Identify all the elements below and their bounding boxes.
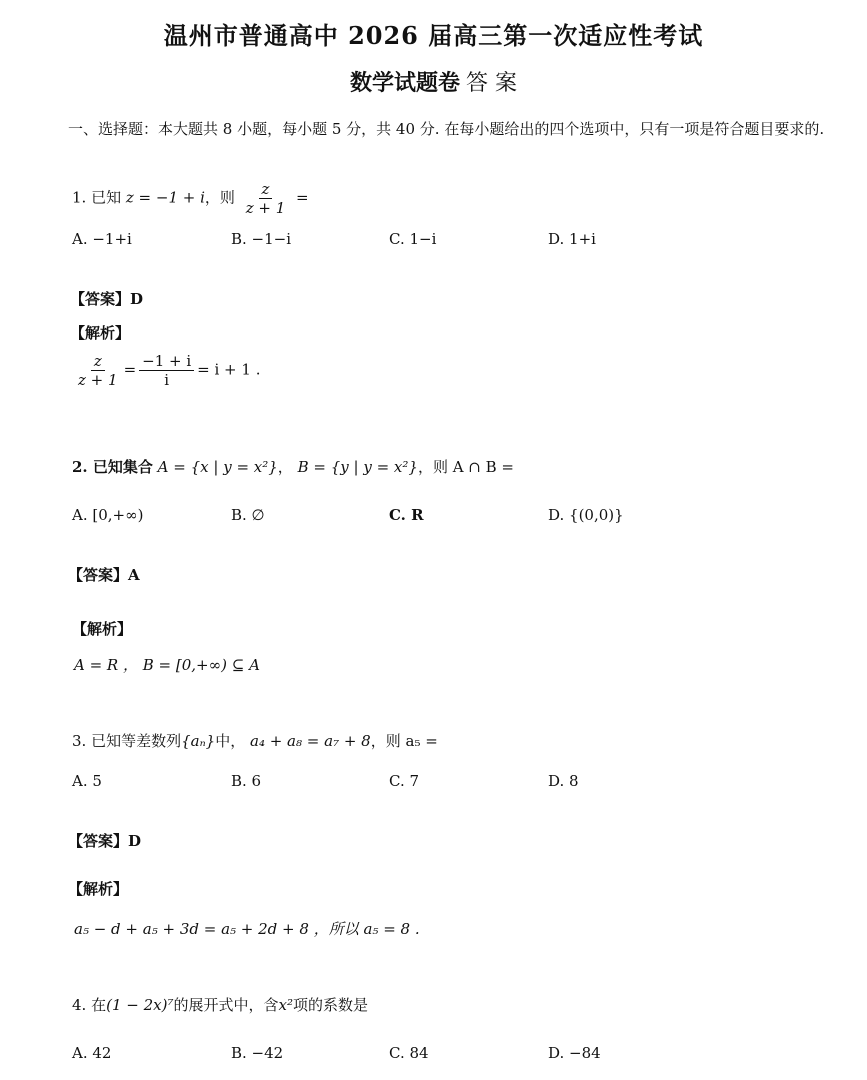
q2-end: ，则 A ∩ B = [417,458,515,476]
q1-option-b: B. −1−i [231,230,292,248]
q4-option-a: A. 42 [72,1044,112,1062]
q1-an-den1: z + 1 [78,371,118,389]
question-2-stem [72,456,514,477]
q1-option-a: A. −1+i [72,230,132,248]
q1-frac-numerator: z [259,180,273,199]
q3-end: ，则 a₅ = [370,732,438,750]
q1-an-den2: i [164,371,170,389]
q3-option-a: A. 5 [72,772,102,790]
page-title: 温州市普通高中 2026 届高三第一次适应性考试 [163,21,704,50]
q2-analysis-label: 【解析】 [72,620,133,638]
q1-answer-label: 【答案】D [70,290,144,308]
q3-prefix: 3. 已知等差数列 [72,732,182,750]
q1-frac-denominator: z + 1 [245,199,286,217]
q3-analysis-label: 【解析】 [68,880,129,898]
q1-an-num1: z [91,352,105,371]
page-subtitle [0,66,867,97]
q3-analysis: a₅ − d + a₅ + 3d = a₅ + 2d + 8 ，所以 a₅ = 8 . [74,920,420,938]
q1-prefix: 1. 已知 [72,188,122,207]
q2-prefix: 2. 已知集合 [72,458,153,476]
q1-analysis [72,352,260,389]
q3-mid: 中， [215,732,246,750]
q2-set-b: B = {y | y = x²} [297,458,418,476]
q2-sep: ， [277,458,293,476]
q4-option-c: C. 84 [389,1044,429,1062]
subtitle-text: 数学试题卷 [349,70,460,96]
q3-option-c: C. 7 [389,772,420,790]
q1-option-c: C. 1−i [389,230,437,248]
q4-end: 项的系数是 [292,996,368,1014]
q1-an-num2: −1 + i [139,352,194,371]
q3-option-d: D. 8 [548,772,579,790]
question-1-stem [72,180,309,217]
q1-an-eq: = [123,360,137,379]
q1-an-tail: = i + 1 . [197,360,261,379]
q4-expression: (1 − 2x)⁷ [106,996,174,1014]
q4-term: x² [278,996,293,1014]
q2-option-c: C. R [389,506,424,524]
q2-answer-label: 【答案】A [68,566,140,584]
q3-sequence: {aₙ} [181,732,216,750]
question-4-stem [72,994,368,1015]
q2-option-d: D. {(0,0)} [548,506,624,524]
q1-fraction [243,180,289,217]
q2-set-a: A = {x | y = x²} [157,458,278,476]
q2-analysis: A = R ， B = [0,+∞) ⊆ A [74,656,260,674]
question-3-stem [72,730,438,751]
q1-equals: = [296,188,309,207]
q3-answer-label: 【答案】D [68,832,142,850]
subtitle-answer: 答 案 [466,71,517,96]
q1-condition: z = −1 + i [125,188,205,207]
q4-option-d: D. −84 [548,1044,601,1062]
section-instructions: 一、选择题：本大题共 8 小题，每小题 5 分，共 40 分. 在每小题给出的四个选项中，只有一项是符合题目要求的. [68,120,825,138]
q1-analysis-frac-1 [75,352,121,389]
q4-prefix: 4. 在 [72,996,107,1014]
q4-mid: 的展开式中，含 [173,996,279,1014]
q4-option-b: B. −42 [231,1044,284,1062]
q1-mid: ，则 [204,188,235,207]
q1-option-d: D. 1+i [548,230,596,248]
q3-condition: a₄ + a₈ = a₇ + 8 [250,732,371,750]
q3-option-b: B. 6 [231,772,262,790]
q1-analysis-frac-2 [139,352,194,389]
q2-option-a: A. [0,+∞) [72,506,144,524]
q1-analysis-label: 【解析】 [70,324,131,342]
q2-option-b: B. ∅ [231,506,265,524]
